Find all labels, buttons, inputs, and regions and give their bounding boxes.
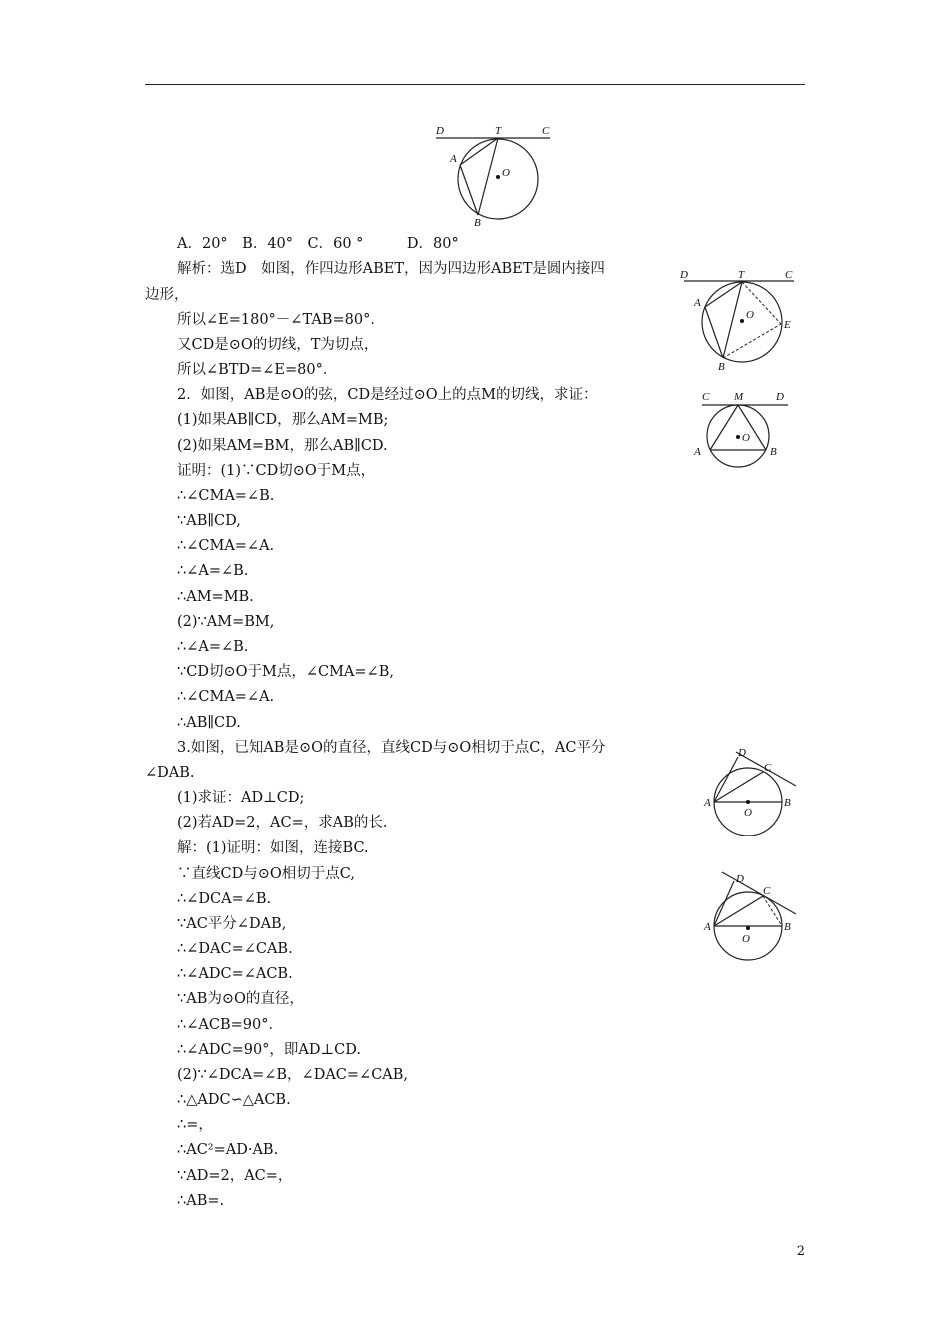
text-line: 解析：选D 如图，作四边形ABET，因为四边形ABET是圆内接四: [177, 261, 605, 277]
text-line: ∴∠ADC=90°，即AD⊥CD.: [177, 1042, 361, 1058]
text-line: ∴∠CMA=∠A.: [177, 689, 275, 705]
label-o: O: [746, 309, 754, 321]
figure-chord-tangent: [690, 388, 794, 470]
label-o: O: [742, 933, 750, 945]
text-line: ∴∠ACB=90°．: [177, 1017, 283, 1033]
text-line: (1)求证：AD⊥CD;: [177, 790, 305, 806]
label-d: D: [736, 873, 744, 885]
label-b: B: [474, 217, 481, 229]
label-a: A: [450, 153, 457, 165]
label-c: C: [542, 125, 550, 137]
chord-ab: [460, 165, 478, 215]
label-t: T: [495, 125, 502, 137]
text-line: A．20° B．40° C．60 ° D．80°: [177, 236, 459, 252]
label-b: B: [770, 446, 777, 458]
text-line: ∴∠ADC=∠ACB.: [177, 966, 293, 982]
label-o: O: [502, 167, 510, 179]
text-line: ∴∠CMA=∠B.: [177, 488, 275, 504]
label-a: A: [704, 797, 711, 809]
label-d: D: [738, 747, 746, 759]
figure-inscribed-quadrilateral: [676, 266, 800, 374]
label-o: O: [744, 807, 752, 819]
figure-diameter-tangent-bc: [700, 868, 806, 962]
text-line: 证明：(1)∵CD切⊙O于M点，: [177, 463, 376, 479]
text-line: (2)∵AM=BM,: [177, 614, 275, 630]
text-line: ∴∠DAC=∠CAB.: [177, 941, 293, 957]
text-line: ∴AC²=AD·AB.: [177, 1142, 279, 1158]
text-line: (2)∵∠DCA=∠B，∠DAC=∠CAB,: [177, 1067, 409, 1083]
text-line: ∴△ADC∽△ACB.: [177, 1092, 291, 1108]
label-e: E: [784, 319, 791, 331]
label-o: O: [742, 432, 750, 444]
text-line: ∵直线CD与⊙O相切于点C,: [177, 866, 355, 882]
text-line: 所以∠BTD=∠E=80°．: [177, 362, 338, 378]
label-t: T: [738, 269, 745, 281]
text-line: (2)如果AM=BM，那么AB∥CD.: [177, 438, 388, 454]
text-line: ∠DAB.: [145, 765, 195, 781]
label-b: B: [784, 797, 791, 809]
label-b: B: [784, 921, 791, 933]
label-b: B: [718, 361, 725, 373]
text-line: ∵CD切⊙O于M点，∠CMA=∠B,: [177, 664, 394, 680]
text-line: ∴=，: [177, 1117, 213, 1133]
text-line: ∵AC平分∠DAB,: [177, 916, 287, 932]
text-line: 边形，: [145, 287, 189, 303]
text-line: ∴AM=MB.: [177, 589, 254, 605]
text-line: 3.如图，已知AB是⊙O的直径，直线CD与⊙O相切于点C，AC平分: [177, 740, 606, 756]
text-line: (1)如果AB∥CD，那么AM=MB;: [177, 412, 389, 428]
text-line: ∴AB∥CD.: [177, 715, 241, 731]
label-a: A: [704, 921, 711, 933]
label-c: C: [702, 391, 710, 403]
label-c: C: [785, 269, 793, 281]
text-line: 又CD是⊙O的切线，T为切点，: [177, 337, 379, 353]
text-line: ∵AD=2，AC=，: [177, 1168, 293, 1184]
text-line: ∴∠CMA=∠A.: [177, 538, 275, 554]
text-line: ∵AB为⊙O的直径，: [177, 991, 304, 1007]
text-line: ∴AB=.: [177, 1193, 225, 1209]
text-line: ∵AB∥CD,: [177, 513, 241, 529]
text-line: (2)若AD=2，AC=，求AB的长.: [177, 815, 388, 831]
text-line: 解：(1)证明：如图，连接BC.: [177, 840, 369, 856]
text-line: 2．如图，AB是⊙O的弦，CD是经过⊙O上的点M的切线，求证：: [177, 387, 598, 403]
page-number: 2: [796, 1244, 805, 1259]
label-d: D: [680, 269, 688, 281]
label-c: C: [764, 762, 772, 774]
label-d: D: [776, 391, 784, 403]
label-a: A: [694, 297, 701, 309]
center-point: [496, 175, 500, 179]
label-d: D: [436, 125, 444, 137]
label-m: M: [734, 391, 744, 403]
text-line: 所以∠E=180°－∠TAB=80°．: [177, 312, 385, 328]
figure-diameter-tangent: [700, 744, 806, 836]
text-line: ∴∠DCA=∠B.: [177, 891, 272, 907]
figure-tangent-circle: [430, 122, 560, 232]
label-c: C: [763, 885, 771, 897]
label-a: A: [694, 446, 701, 458]
header-rule: [145, 84, 805, 85]
text-line: ∴∠A=∠B.: [177, 639, 249, 655]
text-line: ∴∠A=∠B.: [177, 563, 249, 579]
